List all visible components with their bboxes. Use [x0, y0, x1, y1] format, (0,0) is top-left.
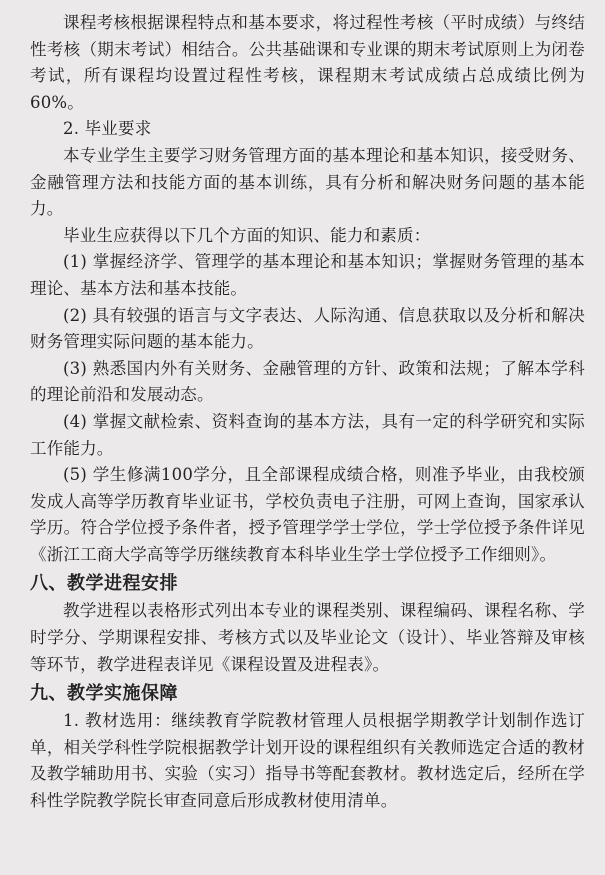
- section-8-heading: 八、教学进程安排: [30, 573, 178, 595]
- requirement-item-5: (5) 学生修满100学分，且全部课程成绩合格，则准予毕业，由我校颁发成人高等学历教育毕业证书，学校负责电子注册，可网上查询，国家承认学历。符合学位授予条件者，授予管理学学士学位，学士学位授予条件详见《浙江工商大学高等学历继续教育本科毕业生学士学位授予工作细则》。: [30, 465, 585, 564]
- requirement-item-1: (1) 掌握经济学、管理学的基本理论和基本知识；掌握财务管理的基本理论、基本方法和基本技能。: [30, 252, 585, 298]
- section-9-body: 1. 教材选用：继续教育学院教材管理人员根据学期教学计划制作选订单，相关学科性学院根据教学计划开设的课程组织有关教师选定合适的教材及教学辅助用书、实验（实习）指导书等配套教材。教材选定后，经所在学科性学院教学院长审查同意后形成教材使用清单。: [30, 711, 585, 811]
- section-8-body: 教学进程以表格形式列出本专业的课程类别、课程编码、课程名称、学时学分、学期课程安排、考核方式以及毕业论文（设计）、毕业答辩及审核等环节，教学进程表详见《课程设置及进程表》。: [30, 601, 585, 674]
- requirement-item-3: (3) 熟悉国内外有关财务、金融管理的方针、政策和法规；了解本学科的理论前沿和发展动态。: [30, 358, 585, 405]
- graduation-requirements-title: 2. 毕业要求: [63, 119, 152, 139]
- section-9-heading: 九、教学实施保障: [30, 683, 178, 705]
- requirement-item-2: (2) 具有较强的语言与文字表达、人际沟通、信息获取以及分析和解决财务管理实际问题的基本能力。: [30, 305, 585, 352]
- competency-intro: 毕业生应获得以下几个方面的知识、能力和素质：: [63, 225, 431, 245]
- requirement-item-4: (4) 掌握文献检索、资料查询的基本方法，具有一定的科学研究和实际工作能力。: [30, 411, 585, 458]
- assessment-paragraph: 课程考核根据课程特点和基本要求，将过程性考核（平时成绩）与终结性考核（期末考试）相结合。公共基础课和专业课的期末考试原则上为闭卷考试，所有课程均设置过程性考核，课程期末考试成绩占总成绩比例为60%。: [30, 13, 585, 112]
- major-study-paragraph: 本专业学生主要学习财务管理方面的基本理论和基本知识，接受财务、金融管理方法和技能方面的基本训练，具有分析和解决财务问题的基本能力。: [30, 145, 585, 219]
